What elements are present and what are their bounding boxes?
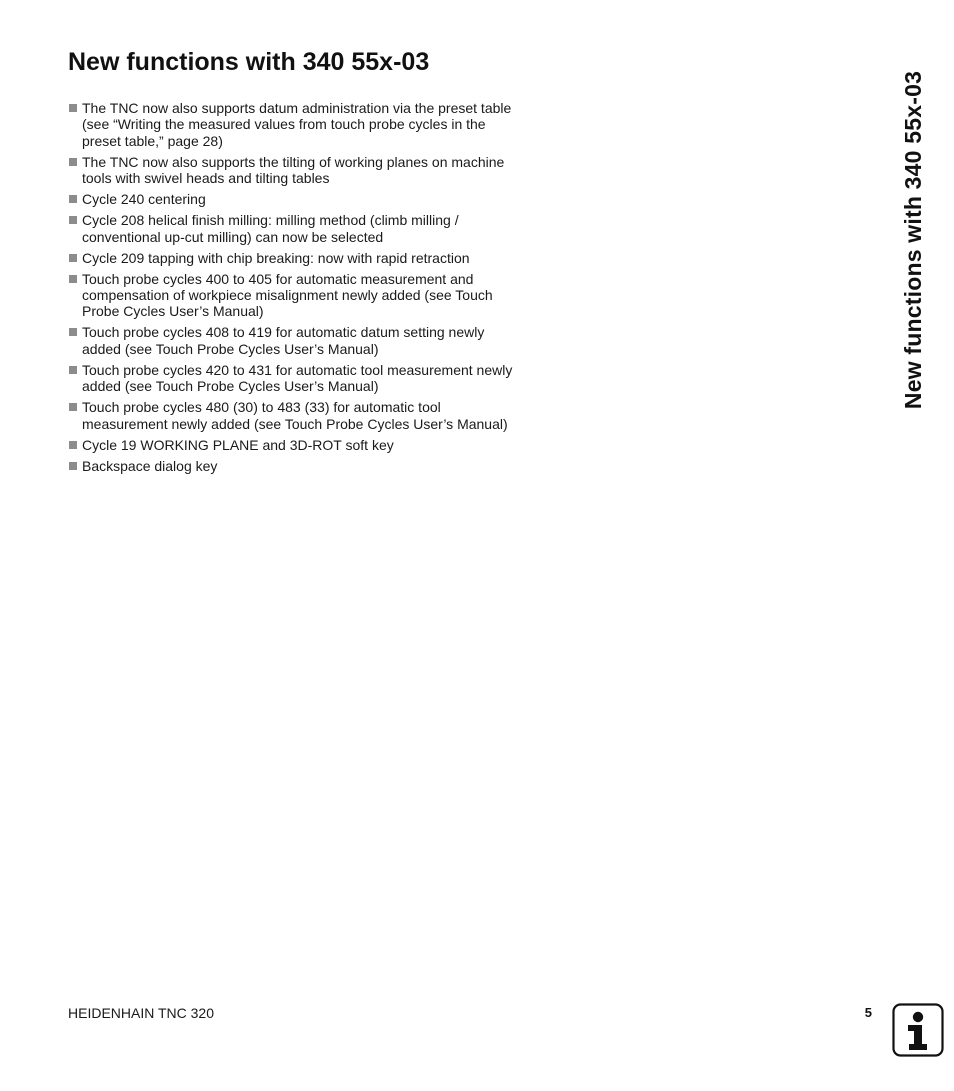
list-item [68,250,518,266]
list-item-text: Cycle 209 tapping with chip breaking: now with rapid retraction [82,249,470,266]
square-bullet-icon [69,158,77,166]
list-item-text: Touch probe cycles 400 to 405 for automatic measurement and compensation of workpiece misalignment newly added (see Touch Probe Cycles User’s Manual) [82,270,493,320]
square-bullet-icon [69,195,77,203]
list-item [68,399,518,432]
list-item [68,191,518,207]
list-item-text: Touch probe cycles 480 (30) to 483 (33) for automatic tool measurement newly added (see Touch Probe Cycles User’s Manual) [82,399,508,432]
square-bullet-icon [69,462,77,470]
page-title: New functions with 340 55x-03 [68,48,430,76]
page-number: 5 [864,1005,872,1020]
square-bullet-icon [69,275,77,283]
list-item-text: Touch probe cycles 420 to 431 for automatic tool measurement newly added (see Touch Probe Cycles User’s Manual) [82,361,513,395]
list-item-text: Cycle 208 helical finish milling: milling method (climb milling / conventional up-cut milling) can now be selected [82,212,459,245]
list-item-text: Cycle 240 centering [82,191,206,208]
square-bullet-icon [69,216,77,224]
list-item [68,100,518,149]
list-item-text: The TNC now also supports the tilting of working planes on machine tools with swivel heads and tilting tables [82,153,505,187]
square-bullet-icon [69,254,77,262]
footer-publisher: HEIDENHAIN TNC 320 [68,1005,215,1021]
list-item [68,324,518,357]
list-item [68,437,518,453]
square-bullet-icon [69,366,77,374]
feature-list [68,100,518,479]
list-item [68,154,518,187]
list-item [68,271,518,320]
info-icon [892,1003,944,1057]
list-item [68,458,518,474]
side-title: New functions with 340 55x-03 [900,70,926,410]
list-item-text: Cycle 19 WORKING PLANE and 3D-ROT soft key [82,436,394,453]
square-bullet-icon [69,403,77,411]
list-item-text: Backspace dialog key [82,457,218,474]
square-bullet-icon [69,441,77,449]
list-item-text: Touch probe cycles 408 to 419 for automatic datum setting newly added (see Touch Probe Cycles User’s Manual) [82,324,485,357]
list-item [68,212,518,245]
list-item-text: The TNC now also supports datum administration via the preset table (see “Writing the measured values from touch probe cycles in the preset table,” page 28) [82,100,512,149]
square-bullet-icon [69,328,77,336]
list-item [68,362,518,395]
side-title-container [893,52,933,428]
square-bullet-icon [69,104,77,112]
